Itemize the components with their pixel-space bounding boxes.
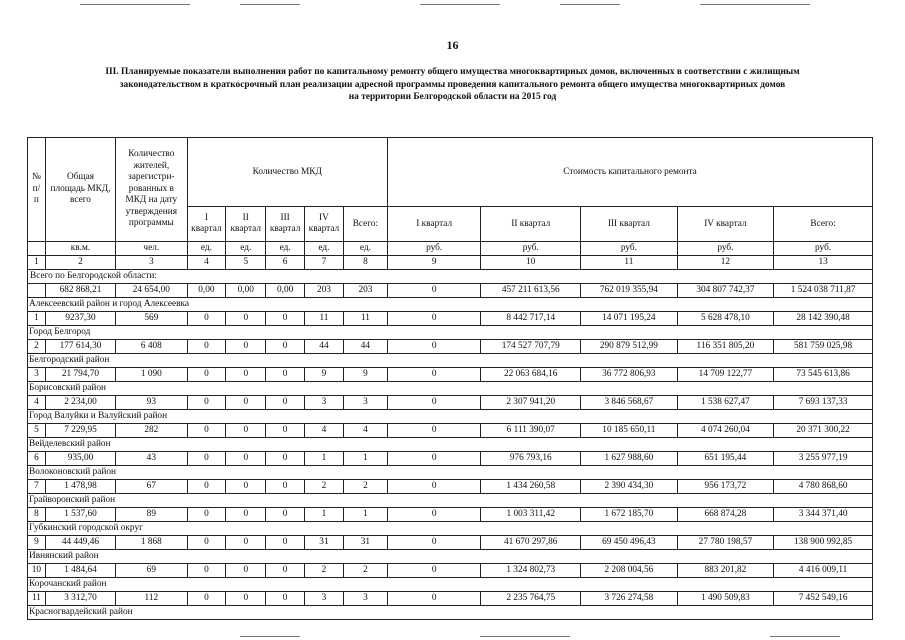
title-line-1: III. Планируемые показатели выполнения работ по капитальному ремонту общего имущества многоквартирных домов, включенных в соответствии с жилищным [105,67,800,77]
district-value-cell: 3 [28,368,46,382]
district-name-row [28,494,873,508]
district-name: Город Валуйки и Валуйский район [28,410,873,424]
district-value-cell: 4 [28,396,46,410]
district-value-cell: 0 [266,536,305,550]
total-value-cell: 0,00 [266,284,305,298]
district-value-cell: 8 442 717,14 [481,312,581,326]
district-value-cell: 2 234,00 [45,396,115,410]
district-value-cell: 116 351 805,20 [677,340,774,354]
district-value-cell: 0 [226,564,266,578]
district-value-cell: 6 408 [116,340,187,354]
district-value-cell: 1 [28,312,46,326]
district-value-cell: 0 [226,508,266,522]
district-value-cell: 0 [266,424,305,438]
district-name-row [28,410,873,424]
district-value-cell: 177 614,30 [45,340,115,354]
district-value-cell: 1 538 627,47 [677,396,774,410]
district-data-row [28,536,873,550]
total-value-cell: 304 807 742,37 [677,284,774,298]
district-name: Красногвардейский район [28,606,873,620]
district-value-cell: 73 545 613,86 [774,368,873,382]
district-value-cell: 0 [187,536,226,550]
district-value-cell: 112 [116,592,187,606]
district-value-cell: 3 255 977,19 [774,452,873,466]
header-area: Общая площадь МКД, всего [45,138,115,242]
district-value-cell: 11 [343,312,387,326]
district-value-cell: 0 [266,368,305,382]
column-number-cell: 1 [28,256,46,270]
district-value-cell: 43 [116,452,187,466]
district-value-cell: 3 [305,592,344,606]
district-value-cell: 7 452 549,16 [774,592,873,606]
district-value-cell: 0 [226,536,266,550]
district-data-row [28,480,873,494]
district-name-row [28,550,873,564]
district-value-cell: 668 874,28 [677,508,774,522]
header-mkd-q2: II квартал [226,207,266,242]
total-value-cell: 0 [387,284,480,298]
district-value-cell: 1 478,98 [45,480,115,494]
district-value-cell: 11 [305,312,344,326]
header-mkd-q3: III квартал [266,207,305,242]
district-value-cell: 0 [226,396,266,410]
district-value-cell: 3 344 371,40 [774,508,873,522]
district-value-cell: 0 [226,312,266,326]
district-value-cell: 2 [28,340,46,354]
district-name: Белгородский район [28,354,873,368]
district-value-cell: 0 [226,340,266,354]
district-value-cell: 67 [116,480,187,494]
district-name: Ивнянский район [28,550,873,564]
district-value-cell: 3 726 274,58 [581,592,678,606]
total-value-cell: 24 654,00 [116,284,187,298]
district-name-row [28,298,873,312]
district-name: Губкинский городской округ [28,522,873,536]
header-row-1 [28,138,873,207]
column-number-cell: 12 [677,256,774,270]
district-value-cell: 44 [305,340,344,354]
district-value-cell: 976 793,16 [481,452,581,466]
district-value-cell: 5 628 478,10 [677,312,774,326]
district-value-cell: 0 [387,508,480,522]
total-values-row [28,284,873,298]
district-value-cell: 0 [187,396,226,410]
unit-cell: руб. [581,242,678,256]
column-number-cell: 2 [45,256,115,270]
header-cost-q3: III квартал [581,207,678,242]
district-value-cell: 0 [387,340,480,354]
district-data-row [28,368,873,382]
district-value-cell: 8 [28,508,46,522]
district-value-cell: 0 [387,424,480,438]
title-line-2: законодательством в краткосрочный план реализации адресной программы проведения капитального ремонта общего имущества многоквартирных домов [119,79,786,90]
unit-cell: руб. [774,242,873,256]
document-title [40,66,865,104]
unit-cell [28,242,46,256]
unit-cell: руб. [481,242,581,256]
district-value-cell: 2 [305,564,344,578]
district-value-cell: 883 201,82 [677,564,774,578]
district-value-cell: 138 900 992,85 [774,536,873,550]
district-value-cell: 9 [28,536,46,550]
district-data-row [28,508,873,522]
district-value-cell: 0 [187,480,226,494]
unit-cell: кв.м. [45,242,115,256]
column-numbers-row [28,256,873,270]
district-value-cell: 2 235 764,75 [481,592,581,606]
total-label-row [28,270,873,284]
column-number-cell: 8 [343,256,387,270]
district-value-cell: 0 [266,564,305,578]
district-value-cell: 651 195,44 [677,452,774,466]
district-data-row [28,312,873,326]
district-name: Борисовский район [28,382,873,396]
district-value-cell: 0 [266,592,305,606]
district-value-cell: 6 111 390,07 [481,424,581,438]
district-value-cell: 2 [305,480,344,494]
district-value-cell: 0 [266,452,305,466]
district-value-cell: 0 [387,396,480,410]
district-name: Алексеевский район и город Алексеевка [28,298,873,312]
district-value-cell: 282 [116,424,187,438]
district-value-cell: 1 672 185,70 [581,508,678,522]
district-value-cell: 3 846 568,67 [581,396,678,410]
district-value-cell: 0 [387,480,480,494]
district-value-cell: 7 [28,480,46,494]
district-data-row [28,424,873,438]
district-value-cell: 0 [266,480,305,494]
unit-cell: чел. [116,242,187,256]
district-value-cell: 1 [305,508,344,522]
district-value-cell: 2 390 434,30 [581,480,678,494]
district-value-cell: 11 [28,592,46,606]
district-value-cell: 0 [387,312,480,326]
unit-cell: ед. [343,242,387,256]
district-value-cell: 69 [116,564,187,578]
district-value-cell: 0 [387,536,480,550]
district-value-cell: 0 [387,452,480,466]
district-name-row [28,606,873,620]
district-data-row [28,452,873,466]
header-mkd-count: Количество МКД [187,138,387,207]
district-value-cell: 935,00 [45,452,115,466]
district-value-cell: 0 [387,592,480,606]
district-value-cell: 14 071 195,24 [581,312,678,326]
district-value-cell: 9 [305,368,344,382]
district-value-cell: 3 [343,396,387,410]
district-name-row [28,522,873,536]
header-cost-total: Всего: [774,207,873,242]
district-name-row [28,326,873,340]
district-value-cell: 290 879 512,99 [581,340,678,354]
district-name: Город Белгород [28,326,873,340]
district-value-cell: 36 772 806,93 [581,368,678,382]
district-value-cell: 0 [387,368,480,382]
total-value-cell: 762 019 355,94 [581,284,678,298]
district-value-cell: 1 484,64 [45,564,115,578]
district-value-cell: 1 003 311,42 [481,508,581,522]
district-value-cell: 0 [187,592,226,606]
district-value-cell: 1 868 [116,536,187,550]
title-line-3: на территории Белгородской области на 2015 год [348,92,557,102]
district-value-cell: 174 527 707,79 [481,340,581,354]
district-value-cell: 0 [266,340,305,354]
total-value-cell: 457 211 613,56 [481,284,581,298]
column-number-cell: 3 [116,256,187,270]
district-name-row [28,382,873,396]
district-value-cell: 0 [187,312,226,326]
district-value-cell: 44 [343,340,387,354]
district-value-cell: 2 [343,564,387,578]
header-mkd-total: Всего: [343,207,387,242]
header-cost: Стоимость капитального ремонта [387,138,872,207]
district-value-cell: 0 [187,564,226,578]
district-value-cell: 41 670 297,86 [481,536,581,550]
district-value-cell: 7 693 137,33 [774,396,873,410]
district-value-cell: 10 185 650,11 [581,424,678,438]
total-value-cell: 203 [305,284,344,298]
district-value-cell: 3 312,70 [45,592,115,606]
total-value-cell: 682 868,21 [45,284,115,298]
district-value-cell: 0 [226,592,266,606]
district-value-cell: 31 [343,536,387,550]
district-value-cell: 0 [266,312,305,326]
header-cost-q4: IV квартал [677,207,774,242]
header-residents: Количество жителей, зарегистри-рованных в МКД на дату утверждения программы [116,138,187,242]
district-value-cell: 1 537,60 [45,508,115,522]
district-value-cell: 0 [226,424,266,438]
district-value-cell: 2 [343,480,387,494]
district-value-cell: 4 416 009,11 [774,564,873,578]
district-value-cell: 1 [343,452,387,466]
unit-cell: руб. [387,242,480,256]
total-value-cell [28,284,46,298]
unit-cell: руб. [677,242,774,256]
district-value-cell: 1 434 260,58 [481,480,581,494]
header-cost-q1: I квартал [387,207,480,242]
column-number-cell: 4 [187,256,226,270]
district-value-cell: 93 [116,396,187,410]
district-value-cell: 0 [266,396,305,410]
total-value-cell: 0,00 [226,284,266,298]
district-value-cell: 2 307 941,20 [481,396,581,410]
district-value-cell: 0 [187,424,226,438]
total-value-cell: 203 [343,284,387,298]
district-name-row [28,578,873,592]
column-number-cell: 11 [581,256,678,270]
district-value-cell: 22 063 684,16 [481,368,581,382]
column-number-cell: 10 [481,256,581,270]
header-mkd-q1: I квартал [187,207,226,242]
district-value-cell: 20 371 300,22 [774,424,873,438]
total-value-cell: 1 524 038 711,87 [774,284,873,298]
district-value-cell: 3 [305,396,344,410]
district-value-cell: 21 794,70 [45,368,115,382]
district-name-row [28,354,873,368]
district-value-cell: 9 [343,368,387,382]
district-name: Корочанский район [28,578,873,592]
district-value-cell: 28 142 390,48 [774,312,873,326]
district-value-cell: 0 [266,508,305,522]
district-value-cell: 89 [116,508,187,522]
column-number-cell: 6 [266,256,305,270]
district-value-cell: 0 [187,508,226,522]
district-value-cell: 3 [343,592,387,606]
district-name-row [28,466,873,480]
district-value-cell: 1 490 509,83 [677,592,774,606]
district-value-cell: 0 [226,452,266,466]
district-value-cell: 581 759 025,98 [774,340,873,354]
district-value-cell: 0 [187,368,226,382]
district-value-cell: 569 [116,312,187,326]
column-number-cell: 7 [305,256,344,270]
district-value-cell: 69 450 496,43 [581,536,678,550]
header-num: № п/п [28,138,46,242]
district-value-cell: 31 [305,536,344,550]
district-value-cell: 44 449,46 [45,536,115,550]
district-data-row [28,564,873,578]
unit-cell: ед. [226,242,266,256]
page-number: 16 [446,38,459,52]
total-value-cell: 0,00 [187,284,226,298]
column-number-cell: 5 [226,256,266,270]
district-data-row [28,340,873,354]
district-value-cell: 14 709 122,77 [677,368,774,382]
district-value-cell: 0 [387,564,480,578]
district-value-cell: 7 229,95 [45,424,115,438]
district-value-cell: 1 324 802,73 [481,564,581,578]
district-value-cell: 1 090 [116,368,187,382]
capital-repair-table [27,137,873,620]
district-value-cell: 1 [305,452,344,466]
district-value-cell: 4 074 260,04 [677,424,774,438]
district-value-cell: 0 [187,340,226,354]
district-value-cell: 1 627 988,60 [581,452,678,466]
district-value-cell: 27 780 198,57 [677,536,774,550]
district-value-cell: 9237,30 [45,312,115,326]
district-value-cell: 4 [343,424,387,438]
header-cost-q2: II квартал [481,207,581,242]
district-value-cell: 956 173,72 [677,480,774,494]
district-value-cell: 0 [226,368,266,382]
district-value-cell: 10 [28,564,46,578]
column-number-cell: 9 [387,256,480,270]
district-value-cell: 0 [226,480,266,494]
district-name-row [28,438,873,452]
district-value-cell: 0 [187,452,226,466]
district-data-row [28,396,873,410]
district-data-row [28,592,873,606]
district-value-cell: 5 [28,424,46,438]
total-label: Всего по Белгородской области: [28,270,873,284]
district-name: Волоконовский район [28,466,873,480]
district-value-cell: 6 [28,452,46,466]
district-value-cell: 4 [305,424,344,438]
district-name: Грайворонский район [28,494,873,508]
unit-cell: ед. [266,242,305,256]
district-value-cell: 2 208 004,56 [581,564,678,578]
header-mkd-q4: IV квартал [305,207,344,242]
district-value-cell: 4 780 868,60 [774,480,873,494]
district-value-cell: 1 [343,508,387,522]
units-row [28,242,873,256]
column-number-cell: 13 [774,256,873,270]
unit-cell: ед. [187,242,226,256]
district-name: Вейделевский район [28,438,873,452]
unit-cell: ед. [305,242,344,256]
